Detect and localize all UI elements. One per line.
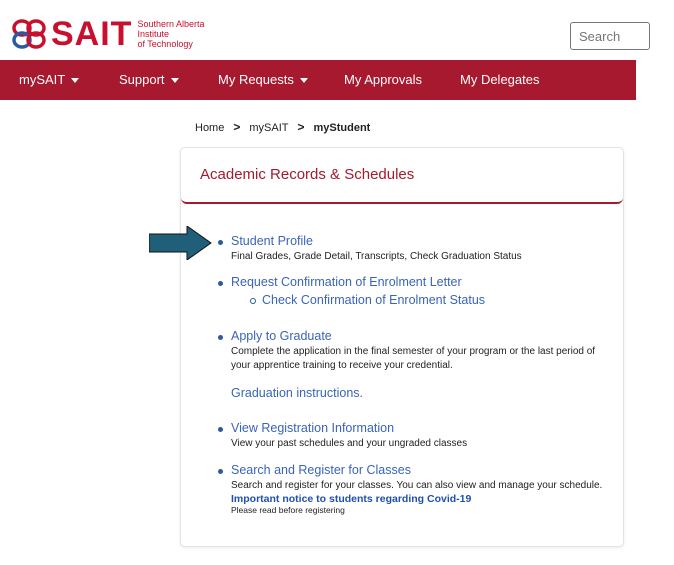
main-nav — [0, 60, 636, 100]
caret-down-icon — [71, 78, 79, 83]
bullet-icon — [218, 335, 223, 340]
list-item-apply-graduate — [231, 329, 603, 373]
nav-item-support[interactable]: Support — [119, 60, 179, 100]
graduation-instructions-wrap — [231, 386, 363, 400]
chevron-right-icon: > — [297, 120, 305, 134]
search-register-description: Search and register for your classes. You can also view and manage your schedule. — [231, 480, 603, 491]
breadcrumb — [195, 120, 370, 134]
card-header — [181, 148, 623, 204]
list-item-confirmation-status — [262, 293, 485, 307]
chevron-right-icon: > — [233, 120, 241, 134]
card-title: Academic Records & Schedules — [200, 166, 415, 183]
bullet-icon — [218, 469, 223, 474]
nav-item-my-approvals[interactable]: My Approvals — [344, 72, 423, 87]
covid-notice-link[interactable]: Important notice to students regarding Covid-19 — [231, 493, 472, 505]
confirmation-status-link[interactable]: Check Confirmation of Enrolment Status — [262, 293, 486, 307]
sait-logo-mark-icon — [10, 18, 48, 50]
graduation-instructions-link[interactable]: Graduation instructions. — [231, 386, 364, 400]
list-item-confirmation-letter — [231, 275, 462, 289]
search-register-link[interactable]: Search and Register for Classes — [231, 463, 411, 477]
breadcrumb-home[interactable]: Home — [195, 122, 225, 134]
logo-wordmark: SAIT — [51, 15, 133, 53]
apply-graduate-description: Complete the application in the final semester of your program or the last period of your apprentice training to receive your credential. — [231, 346, 596, 371]
student-profile-description: Final Grades, Grade Detail, Transcripts, Check Graduation Status — [231, 251, 522, 262]
apply-graduate-link[interactable]: Apply to Graduate — [231, 329, 332, 343]
search-input[interactable] — [570, 22, 650, 50]
sait-logo[interactable] — [10, 15, 205, 53]
nav-item-my-requests[interactable]: My Requests — [218, 60, 308, 100]
site-header — [0, 0, 674, 60]
confirmation-letter-link[interactable]: Request Confirmation of Enrolment Letter — [231, 275, 462, 289]
breadcrumb-mysait[interactable]: mySAIT — [249, 122, 289, 134]
circle-bullet-icon — [250, 298, 256, 304]
covid-notice-note: Please read before registering — [231, 505, 345, 515]
student-profile-link[interactable]: Student Profile — [231, 234, 313, 248]
logo-subtitle: Southern Alberta Institute of Technology — [137, 19, 205, 49]
list-item-search-register — [231, 463, 602, 515]
academic-records-card — [180, 147, 624, 547]
arrow-right-icon — [149, 226, 213, 260]
list-item-view-registration — [231, 421, 467, 451]
list-item-student-profile — [231, 234, 522, 264]
nav-item-my-delegates[interactable]: My Delegates — [460, 72, 540, 87]
breadcrumb-current: myStudent — [313, 122, 371, 134]
view-registration-link[interactable]: View Registration Information — [231, 421, 395, 435]
bullet-icon — [218, 427, 223, 432]
bullet-icon — [218, 240, 223, 245]
caret-down-icon — [171, 78, 179, 83]
nav-item-mysait[interactable]: mySAIT — [19, 60, 79, 100]
caret-down-icon — [300, 78, 308, 83]
bullet-icon — [218, 281, 223, 286]
view-registration-description: View your past schedules and your ungraded classes — [231, 438, 468, 449]
